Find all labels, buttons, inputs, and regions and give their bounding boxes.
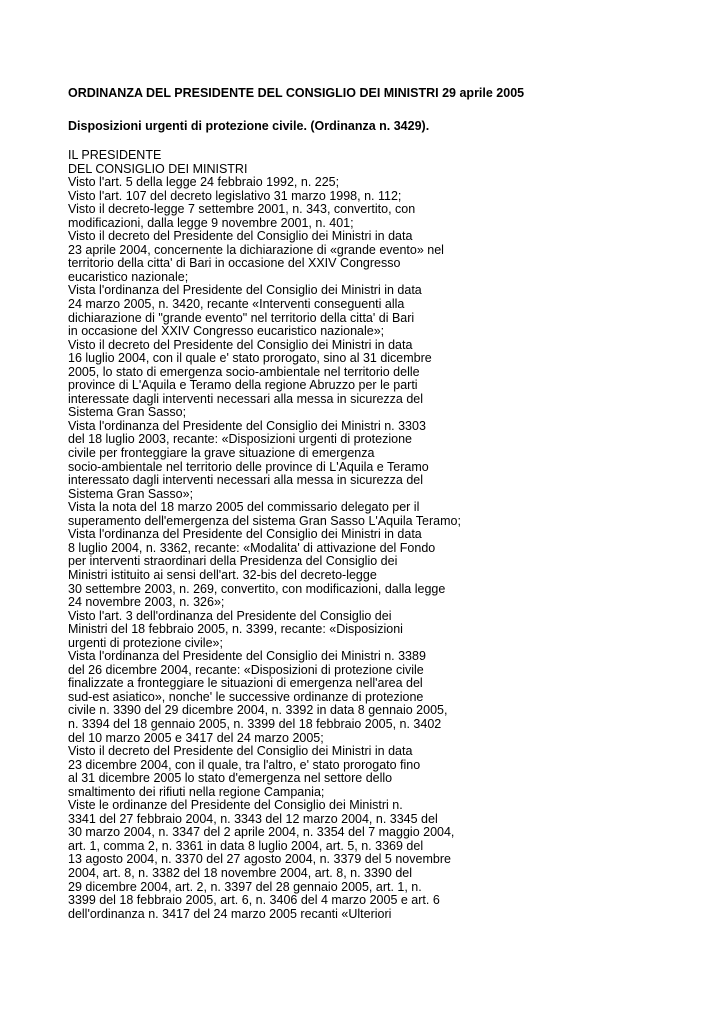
text-line: Ministri istituito ai sensi dell'art. 32-bis del decreto-legge (68, 567, 377, 582)
text-line: Vista l'ordinanza del Presidente del Consiglio dei Ministri n. 3303 (68, 418, 426, 433)
text-line: DEL CONSIGLIO DEI MINISTRI (68, 161, 248, 176)
text-line: Vista l'ordinanza del Presidente del Consiglio dei Ministri in data (68, 283, 422, 298)
text-line: Visto il decreto del Presidente del Consiglio dei Ministri in data (68, 337, 413, 352)
text-line: del 26 dicembre 2004, recante: «Disposizioni di protezione civile (68, 662, 424, 677)
text-line: 24 novembre 2003, n. 326»; (68, 595, 225, 610)
text-line: civile n. 3390 del 29 dicembre 2004, n. 3392 in data 8 gennaio 2005, (68, 703, 448, 718)
text-line: urgenti di protezione civile»; (68, 635, 223, 650)
text-line: Viste le ordinanze del Presidente del Consiglio dei Ministri n. (68, 798, 403, 813)
text-line: del 18 luglio 2003, recante: «Disposizioni urgenti di protezione (68, 432, 412, 447)
document-subtitle: Disposizioni urgenti di protezione civile. (Ordinanza n. 3429). (68, 119, 430, 133)
text-line: dichiarazione di "grande evento" nel territorio della citta' di Bari (68, 310, 415, 325)
text-line: eucaristico nazionale; (68, 269, 189, 284)
text-line: socio-ambientale nel territorio delle province di L'Aquila e Teramo (68, 459, 429, 474)
text-line: per interventi straordinari della Presidenza del Consiglio dei (68, 554, 398, 569)
text-line: smaltimento dei rifiuti nella regione Campania; (68, 784, 325, 799)
text-line: del 10 marzo 2005 e 3417 del 24 marzo 2005; (68, 730, 324, 745)
text-line: 2004, art. 8, n. 3382 del 18 novembre 2004, art. 8, n. 3390 del (68, 865, 412, 880)
text-line: 16 luglio 2004, con il quale e' stato prorogato, sino al 31 dicembre (68, 351, 432, 366)
text-line: in occasione del XXIV Congresso eucaristico nazionale»; (68, 324, 385, 339)
text-line: superamento dell'emergenza del sistema Gran Sasso L'Aquila Teramo; (68, 513, 461, 528)
text-line: 23 dicembre 2004, con il quale, tra l'altro, e' stato prorogato fino (68, 757, 421, 772)
text-line: Visto l'art. 5 della legge 24 febbraio 1992, n. 225; (68, 175, 340, 190)
text-line: dell'ordinanza n. 3417 del 24 marzo 2005 recanti «Ulteriori (68, 906, 392, 921)
text-line: finalizzate a fronteggiare le situazioni di emergenza nell'area del (68, 676, 423, 691)
text-line: Visto il decreto-legge 7 settembre 2001, n. 343, convertito, con (68, 202, 416, 217)
text-line: interessate dagli interventi necessari alla messa in sicurezza del (68, 391, 424, 406)
text-line: 3341 del 27 febbraio 2004, n. 3343 del 12 marzo 2004, n. 3345 del (68, 811, 438, 826)
text-line: 24 marzo 2005, n. 3420, recante «Interventi conseguenti alla (68, 297, 405, 312)
text-line: n. 3394 del 18 gennaio 2005, n. 3399 del 18 febbraio 2005, n. 3402 (68, 716, 442, 731)
text-line: Visto l'art. 3 dell'ordinanza del Presidente del Consiglio dei (68, 608, 392, 623)
document-title: ORDINANZA DEL PRESIDENTE DEL CONSIGLIO DEI MINISTRI 29 aprile 2005 (68, 86, 525, 100)
text-line: Vista l'ordinanza del Presidente del Consiglio dei Ministri in data (68, 527, 422, 542)
text-line: Vista l'ordinanza del Presidente del Consiglio dei Ministri n. 3389 (68, 649, 426, 664)
text-line: 3399 del 18 febbraio 2005, art. 6, n. 3406 del 4 marzo 2005 e art. 6 (68, 893, 440, 908)
text-line: 2005, lo stato di emergenza socio-ambientale nel territorio delle (68, 364, 420, 379)
text-line: interessato dagli interventi necessari alla messa in sicurezza del (68, 473, 424, 488)
text-line: art. 1, comma 2, n. 3361 in data 8 luglio 2004, art. 5, n. 3369 del (68, 838, 424, 853)
text-line: Sistema Gran Sasso; (68, 405, 187, 420)
text-line: 30 marzo 2004, n. 3347 del 2 aprile 2004, n. 3354 del 7 maggio 2004, (68, 825, 455, 840)
text-line: modificazioni, dalla legge 9 novembre 2001, n. 401; (68, 215, 354, 230)
text-line: Visto il decreto del Presidente del Consiglio dei Ministri in data (68, 744, 413, 759)
text-line: 29 dicembre 2004, art. 2, n. 3397 del 28 gennaio 2005, art. 1, n. (68, 879, 422, 894)
text-line: Visto l'art. 107 del decreto legislativo 31 marzo 1998, n. 112; (68, 188, 402, 203)
text-line: sud-est asiatico», nonche' le successive ordinanze di protezione (68, 689, 424, 704)
text-line: IL PRESIDENTE (68, 148, 162, 162)
text-line: al 31 dicembre 2005 lo stato d'emergenza nel settore dello (68, 771, 393, 786)
text-line: 13 agosto 2004, n. 3370 del 27 agosto 2004, n. 3379 del 5 novembre (68, 852, 451, 867)
document-body (68, 149, 708, 921)
text-line: province di L'Aquila e Teramo della regione Abruzzo per le parti (68, 378, 418, 393)
text-line: Visto il decreto del Presidente del Consiglio dei Ministri in data (68, 229, 413, 244)
text-line: 30 settembre 2003, n. 269, convertito, con modificazioni, dalla legge (68, 581, 446, 596)
text-line: 8 luglio 2004, n. 3362, recante: «Modalita' di attivazione del Fondo (68, 540, 436, 555)
text-line: territorio della citta' di Bari in occasione del XXIV Congresso (68, 256, 401, 271)
text-line: 23 aprile 2004, concernente la dichiarazione di «grande evento» nel (68, 242, 444, 257)
text-line: Ministri del 18 febbraio 2005, n. 3399, recante: «Disposizioni (68, 622, 403, 637)
text-line: Vista la nota del 18 marzo 2005 del commissario delegato per il (68, 500, 420, 515)
text-line: civile per fronteggiare la grave situazione di emergenza (68, 446, 375, 461)
text-line: Sistema Gran Sasso»; (68, 486, 194, 501)
